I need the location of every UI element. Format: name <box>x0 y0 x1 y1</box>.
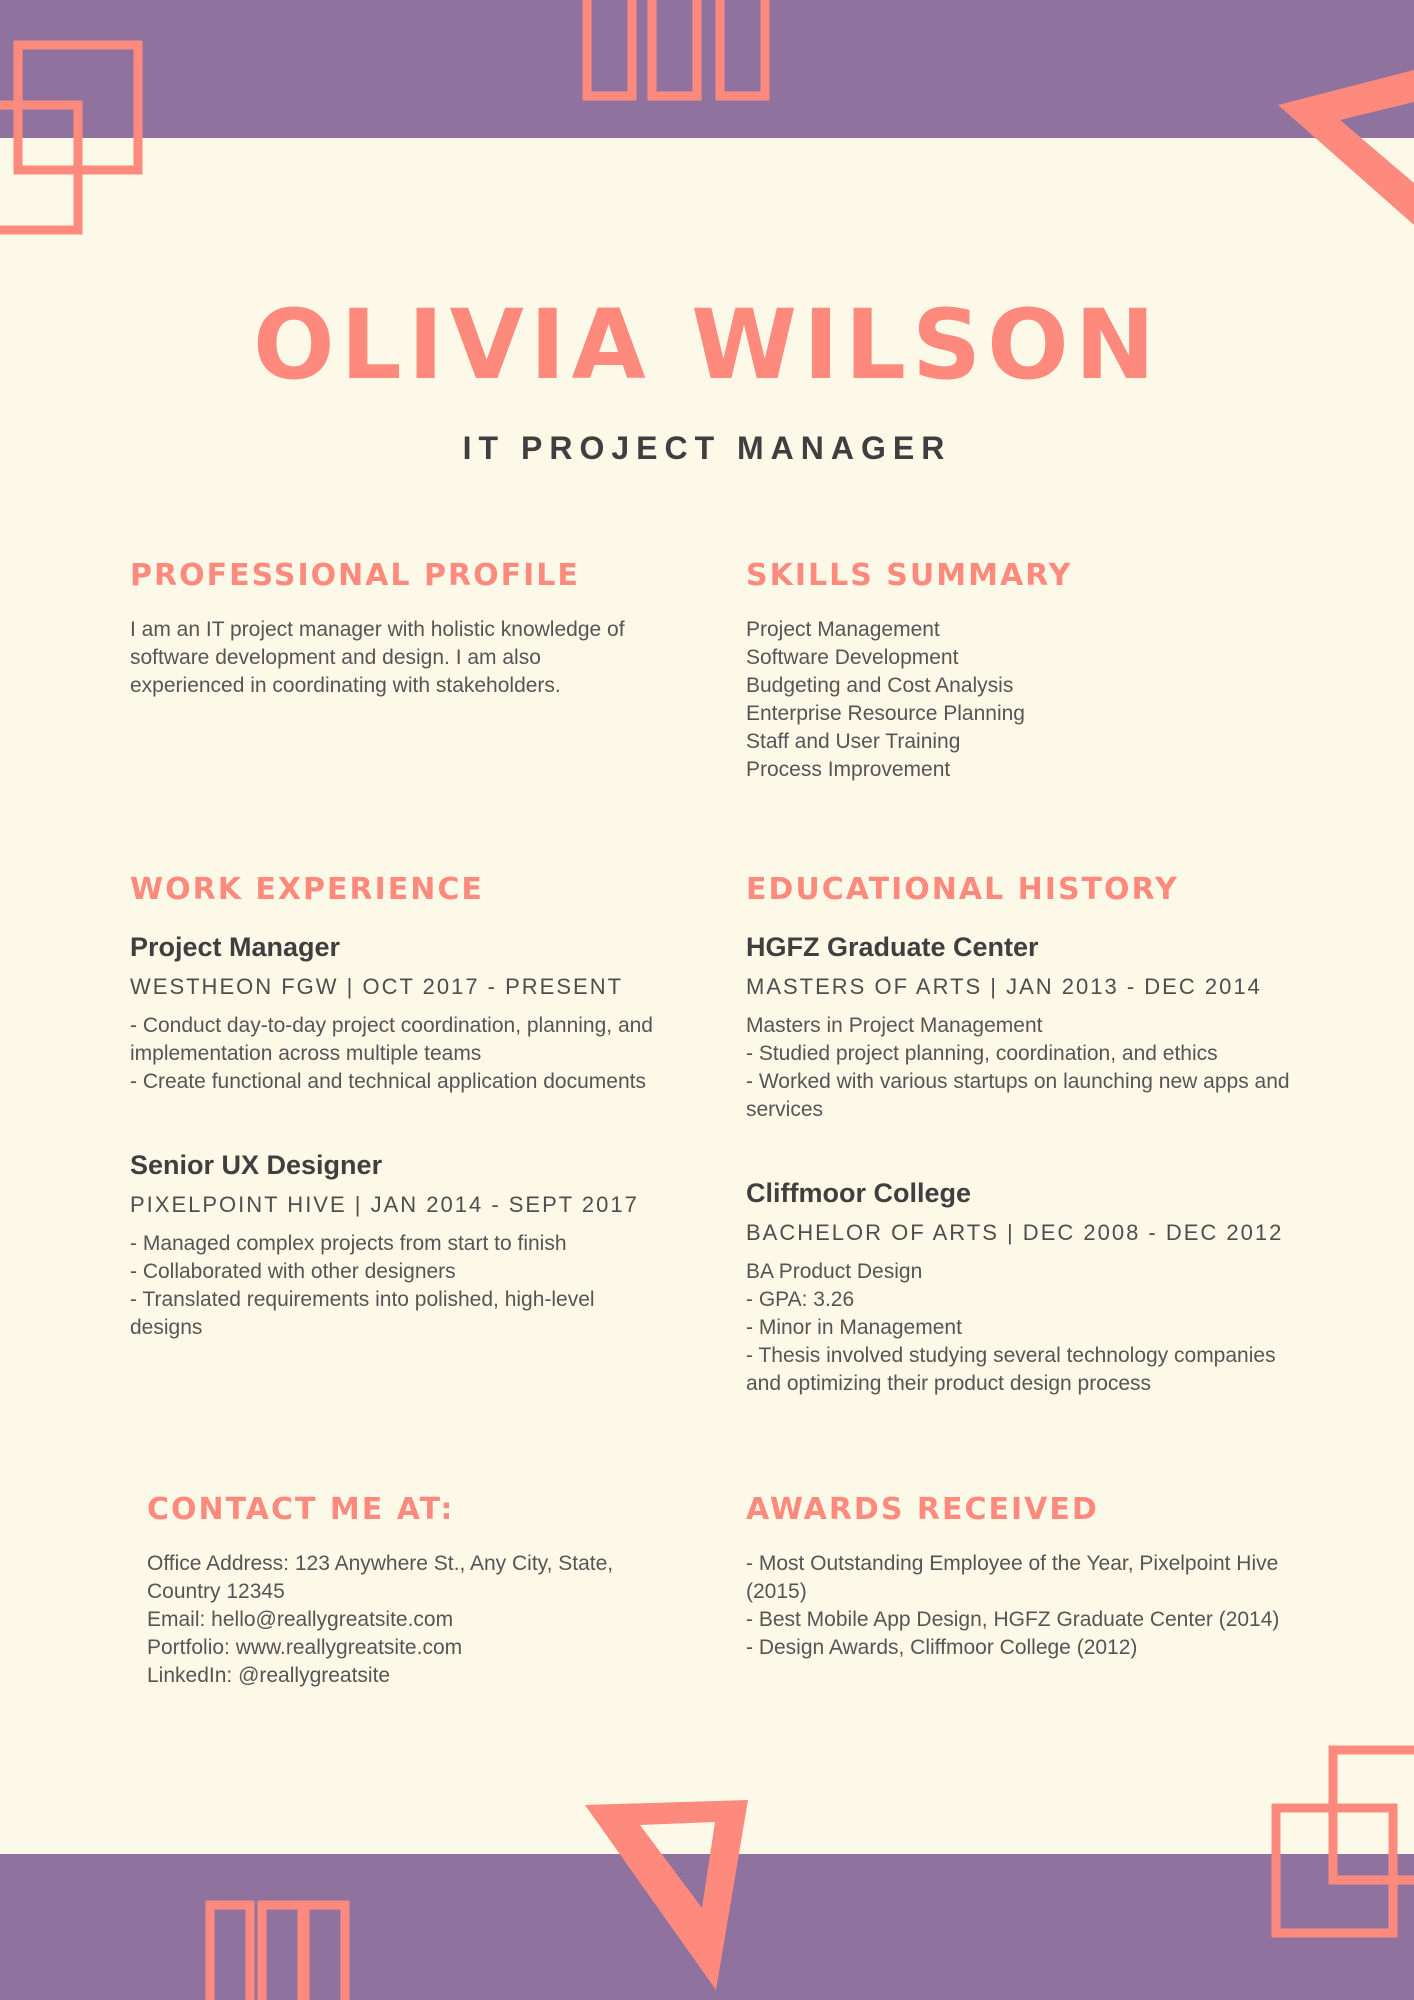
skills-heading: SKILLS SUMMARY <box>746 558 1073 593</box>
education-entry-line: - Studied project planning, coordination, and ethics <box>746 1042 1218 1065</box>
skill-item: Enterprise Resource Planning <box>746 702 1025 725</box>
contact-section <box>147 1492 647 1690</box>
award-line: - Best Mobile App Design, HGFZ Graduate Center (2014) <box>746 1608 1280 1631</box>
profile-text: I am an IT project manager with holistic knowledge of software development and design. I am also experienced in coordinating with stakeholders. <box>130 618 625 697</box>
work-entry-line: - Create functional and technical application documents <box>130 1070 646 1093</box>
work-entry-line: - Collaborated with other designers <box>130 1260 456 1283</box>
work-entry-line: - Managed complex projects from start to finish <box>130 1232 567 1255</box>
education-entry-line: - Worked with various startups on launching new apps and services <box>746 1070 1290 1121</box>
contact-line: Office Address: 123 Anywhere St., Any City, State, Country 12345 <box>147 1552 614 1603</box>
education-entry-line: - Minor in Management <box>746 1316 962 1339</box>
contact-line: LinkedIn: @reallygreatsite <box>147 1664 391 1687</box>
award-line: - Design Awards, Cliffmoor College (2012) <box>746 1636 1138 1659</box>
skill-item: Software Development <box>746 646 959 669</box>
award-line: - Most Outstanding Employee of the Year, Pixelpoint Hive (2015) <box>746 1552 1279 1603</box>
work-entry-meta: PIXELPOINT HIVE | JAN 2014 - SEPT 2017 <box>130 1192 639 1217</box>
candidate-name: OLIVIA WILSON <box>252 289 1162 401</box>
education-heading: EDUCATIONAL HISTORY <box>746 872 1179 907</box>
profile-section <box>130 558 650 700</box>
work-heading: WORK EXPERIENCE <box>130 872 484 907</box>
skills-section <box>746 558 1306 784</box>
education-entry-title: Cliffmoor College <box>746 1178 972 1208</box>
awards-section <box>746 1492 1316 1662</box>
education-entry-line: - Thesis involved studying several technology companies and optimizing their product design process <box>746 1344 1276 1395</box>
skills-list <box>746 616 1306 784</box>
work-section <box>130 872 660 1376</box>
contact-heading: CONTACT ME AT: <box>147 1492 455 1527</box>
education-entry-line: BA Product Design <box>746 1260 923 1283</box>
education-entry <box>746 930 1306 1124</box>
profile-heading: PROFESSIONAL PROFILE <box>130 558 580 593</box>
education-entry-title: HGFZ Graduate Center <box>746 932 1039 962</box>
work-entry-line: - Translated requirements into polished, high-level designs <box>130 1288 595 1339</box>
work-entry-meta: WESTHEON FGW | OCT 2017 - PRESENT <box>130 974 624 999</box>
skill-item: Project Management <box>746 618 940 641</box>
work-entry <box>130 930 660 1096</box>
skill-item: Process Improvement <box>746 758 951 781</box>
work-entry <box>130 1148 660 1342</box>
bottom-band <box>0 1854 1414 2000</box>
contact-line: Portfolio: www.reallygreatsite.com <box>147 1636 463 1659</box>
skill-item: Staff and User Training <box>746 730 961 753</box>
work-entry-title: Project Manager <box>130 932 341 962</box>
education-entry-line: Masters in Project Management <box>746 1014 1043 1037</box>
contact-line: Email: hello@reallygreatsite.com <box>147 1608 454 1631</box>
education-entry-line: - GPA: 3.26 <box>746 1288 855 1311</box>
education-entry-meta: MASTERS OF ARTS | JAN 2013 - DEC 2014 <box>746 974 1262 999</box>
education-section <box>746 872 1306 1432</box>
skill-item: Budgeting and Cost Analysis <box>746 674 1014 697</box>
job-title-heading: IT PROJECT MANAGER <box>462 430 952 466</box>
awards-heading: AWARDS RECEIVED <box>746 1492 1099 1527</box>
top-band <box>0 0 1414 138</box>
work-entry-title: Senior UX Designer <box>130 1150 383 1180</box>
work-entry-line: - Conduct day-to-day project coordination, planning, and implementation across multiple teams <box>130 1014 653 1065</box>
education-entry-meta: BACHELOR OF ARTS | DEC 2008 - DEC 2012 <box>746 1220 1284 1245</box>
education-entry <box>746 1176 1306 1398</box>
